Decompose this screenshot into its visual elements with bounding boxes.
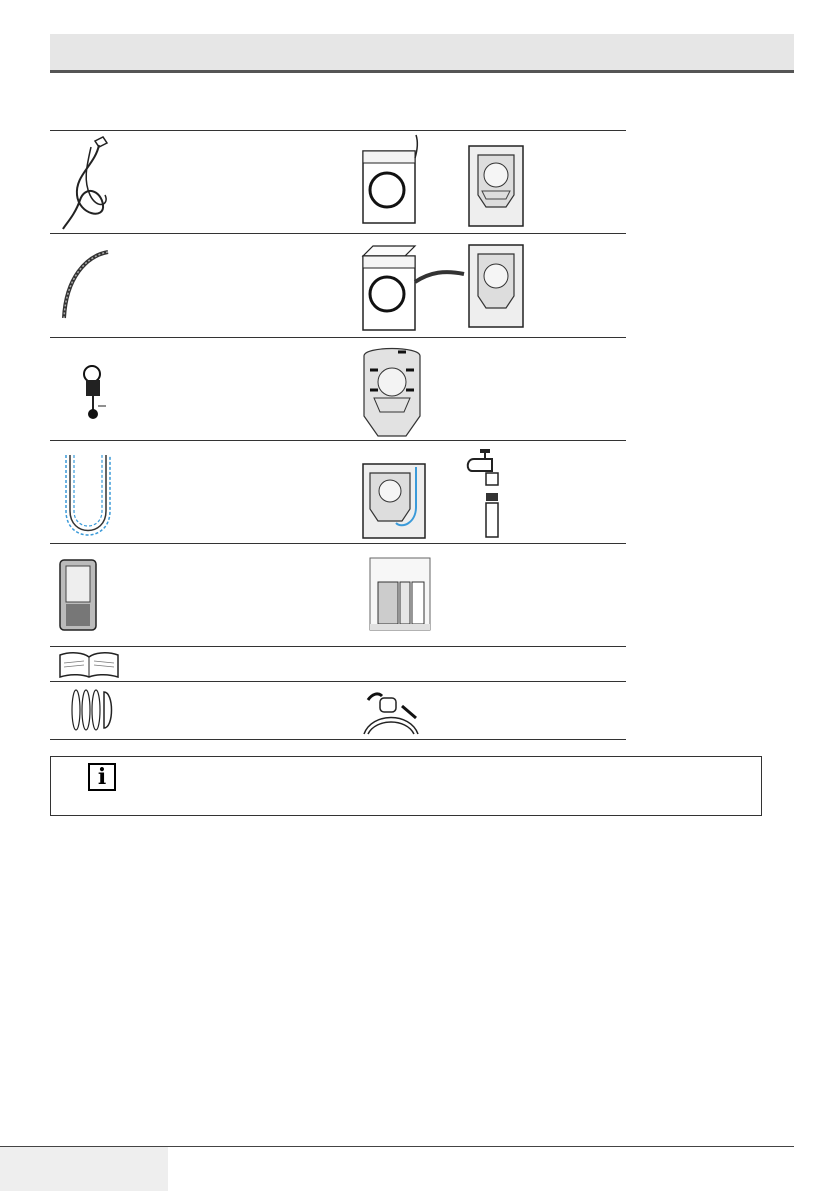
parts-table <box>50 130 626 740</box>
washer-back-panel-icon <box>468 244 524 328</box>
drain-hose-icon <box>56 248 112 320</box>
table-row <box>50 337 626 440</box>
washer-front-power-icon <box>360 133 422 227</box>
plastic-cover-install-icon <box>362 688 420 736</box>
liquid-detergent-container-icon <box>58 558 98 632</box>
table-row <box>50 646 626 681</box>
table-row <box>50 233 626 337</box>
washer-back-bolts-icon <box>360 340 424 438</box>
user-manual-icon <box>58 651 120 679</box>
water-tap-icon <box>462 447 506 539</box>
transport-bolt-icon <box>78 364 110 422</box>
table-row <box>50 440 626 543</box>
washer-back-panel-icon <box>468 145 524 227</box>
detergent-drawer-icon <box>368 556 432 634</box>
table-row <box>50 681 626 740</box>
table-row <box>50 543 626 646</box>
power-cable-icon <box>55 135 125 231</box>
header-bar <box>50 34 794 73</box>
info-icon: i <box>88 763 116 791</box>
footer-tab <box>0 1147 168 1191</box>
plastic-covers-icon <box>68 688 114 734</box>
info-note-box <box>50 756 762 816</box>
water-inlet-hose-icon <box>60 453 116 539</box>
washer-with-drain-hose-icon <box>360 242 470 332</box>
washer-back-inlet-icon <box>362 463 426 539</box>
table-row <box>50 130 626 233</box>
